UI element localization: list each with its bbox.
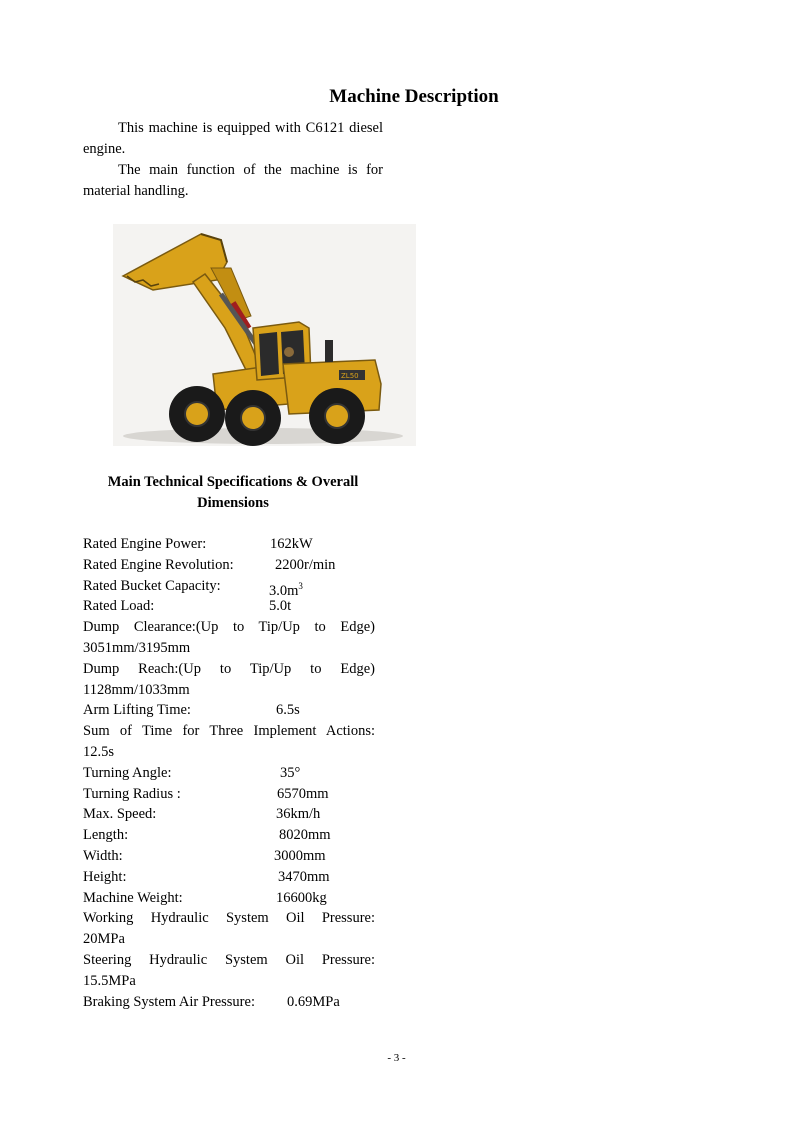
spec-label: Steering Hydraulic System Oil Pressure: — [83, 951, 375, 968]
spec-value: 20MPa — [83, 931, 125, 948]
spec-value: 6570mm — [277, 785, 329, 802]
spec-label: Rated Engine Revolution: — [83, 556, 234, 573]
spec-value: 8020mm — [279, 827, 331, 844]
spec-row-brake-air — [83, 992, 375, 1013]
spec-label: Turning Radius : — [83, 785, 181, 802]
spec-row-engine-power — [83, 534, 375, 555]
spec-value: 162kW — [270, 536, 313, 552]
intro-paragraph-1: This machine is equipped with C6121 diesel engine. — [83, 120, 383, 157]
spec-row-max-speed — [83, 804, 375, 825]
spec-row-turning-radius — [83, 784, 375, 805]
spec-row-rated-load — [83, 596, 375, 617]
svg-text:ZL50: ZL50 — [341, 372, 359, 380]
spec-value: 6.5s — [276, 702, 300, 719]
spec-value: 12.5s — [83, 743, 115, 760]
spec-row-length — [83, 825, 375, 846]
wheel-loader-photo — [113, 224, 416, 446]
page-title: Machine Description — [329, 86, 499, 107]
spec-value: 36km/h — [276, 806, 321, 823]
spec-row-bucket-capacity — [83, 576, 375, 597]
spec-label: Sum of Time for Three Implement Actions: — [83, 723, 375, 740]
spec-row-turning-angle — [83, 763, 375, 784]
spec-value: 1128mm/1033mm — [83, 681, 190, 698]
spec-value: 16600kg — [276, 889, 327, 906]
intro-paragraph-2: The main function of the machine is for material handling. — [83, 162, 383, 199]
spec-row-sum-time — [83, 721, 375, 763]
spec-label: Dump Reach:(Up to Tip/Up to Edge) — [83, 660, 375, 677]
spec-value: 3470mm — [278, 868, 330, 885]
spec-value: $3.0m^3$ — [269, 580, 303, 599]
spec-heading: Main Technical Specifications & Overall Dimensions — [107, 474, 359, 511]
spec-row-work-hydraulic — [83, 908, 375, 950]
spec-value: 3051mm/3195mm — [83, 639, 191, 656]
spec-list — [83, 534, 375, 1012]
spec-label: Height: — [83, 868, 127, 885]
spec-row-weight — [83, 888, 375, 909]
spec-value: 35° — [280, 764, 301, 781]
spec-value: 15.5MPa — [83, 972, 136, 989]
spec-row-arm-lifting — [83, 700, 375, 721]
spec-row-width — [83, 846, 375, 867]
spec-value: 2200r/min — [275, 556, 336, 573]
spec-label: Dump Clearance:(Up to Tip/Up to Edge) — [83, 619, 375, 636]
page-number: - 3 - — [387, 1052, 406, 1064]
spec-label: Working Hydraulic System Oil Pressure: — [83, 910, 375, 927]
spec-label: Rated Load: — [83, 598, 155, 615]
spec-label: Width: — [83, 847, 123, 864]
intro-text — [83, 118, 383, 202]
spec-label: Rated Engine Power: — [83, 536, 207, 552]
spec-value: 3000mm — [274, 847, 326, 864]
spec-label: Turning Angle: — [83, 764, 172, 781]
spec-row-engine-rev — [83, 555, 375, 576]
spec-value: 5.0t — [269, 598, 292, 615]
spec-label: Braking System Air Pressure: — [83, 993, 255, 1010]
spec-label: Max. Speed: — [83, 806, 157, 823]
spec-label: Rated Bucket Capacity: — [83, 577, 221, 594]
spec-row-dump-clearance — [83, 617, 375, 659]
spec-label: Machine Weight: — [83, 889, 183, 906]
spec-row-height — [83, 867, 375, 888]
spec-row-steer-hydraulic — [83, 950, 375, 992]
spec-label: Arm Lifting Time: — [83, 702, 191, 719]
spec-row-dump-reach — [83, 659, 375, 701]
spec-value: 0.69MPa — [287, 993, 340, 1010]
spec-label: Length: — [83, 827, 129, 844]
